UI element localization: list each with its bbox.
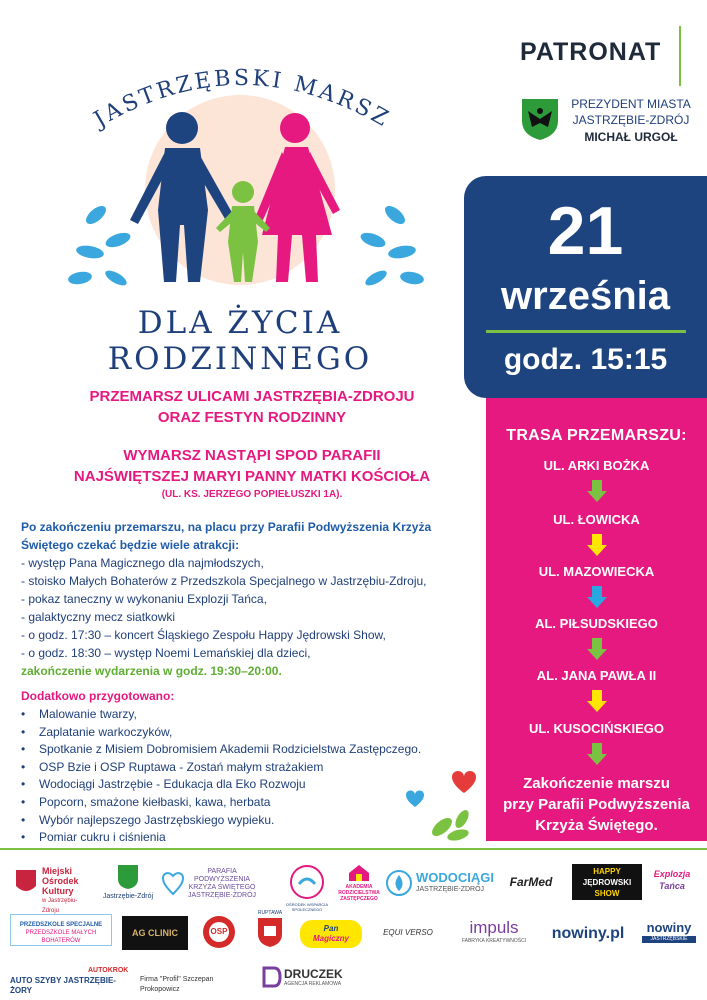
sponsor-text: WODOCIĄGI <box>416 870 494 885</box>
program-text <box>21 518 483 680</box>
druczek-icon <box>262 966 282 988</box>
headline-line: NAJŚWIĘTSZEJ MARYI PANNY MATKI KOŚCIOŁA <box>73 468 431 485</box>
event-time: godz. 15:15 <box>503 343 668 376</box>
program-item: - galaktyczny mecz siatkowki <box>21 610 176 624</box>
route-end-line: Krzyża Świętego. <box>535 817 658 834</box>
arrow-down-icon <box>587 638 607 660</box>
sponsor-ruptawa-logo <box>250 910 290 952</box>
sponsor-autokrok-logo <box>10 966 129 995</box>
sponsor-text: nowiny <box>646 920 692 935</box>
sponsor-text: JĘDROWSKI <box>582 878 632 887</box>
sponsor-happy-logo <box>572 864 642 900</box>
sponsor-text: Pan <box>323 924 339 933</box>
mok-icon <box>14 868 38 896</box>
sponsor-mok-logo <box>14 864 92 914</box>
sponsor-text: PODWYŻSZENIA <box>194 876 251 883</box>
sponsor-text: AKADEMIA <box>345 884 373 890</box>
sponsor-text: RUPTAWA <box>257 910 283 916</box>
sponsor-text: Jastrzębie-Zdrój <box>102 893 154 900</box>
hands-circle-icon <box>289 864 325 900</box>
sponsor-druczek-logo <box>262 964 358 994</box>
leaf-right-icon <box>359 203 425 289</box>
route-stop: UL. MAZOWIECKA <box>538 564 655 579</box>
sponsor-osrodek-logo <box>284 864 330 912</box>
sponsor-text: ZASTĘPCZEGO <box>340 896 378 902</box>
sponsor-profil-logo: Firma "Profil" Szczepan Prokopowicz <box>140 976 214 993</box>
headline-line: PRZEMARSZ ULICAMI JASTRZĘBIA-ZDROJU <box>89 388 415 405</box>
program-item: - o godz. 17:30 – koncert Śląskiego Zespołu Happy Jędrowski Show, <box>21 628 386 642</box>
sponsor-text <box>284 967 343 988</box>
water-drop-icon <box>386 870 412 896</box>
sponsor-wodociagi-logo <box>386 868 494 900</box>
arrow-down-icon <box>587 743 607 765</box>
sponsor-text: Kultury <box>42 886 74 896</box>
sponsor-text: JASTRZĘBIE-ZDRÓJ <box>416 886 485 893</box>
start-address: (UL. KS. JERZEGO POPIEŁUSZKI 1A). <box>161 489 343 500</box>
sponsor-parafia-logo <box>162 866 282 906</box>
program-item: - o godz. 18:30 – występ Noemi Lemańskiej dla dzieci, <box>21 646 311 660</box>
sponsor-text: AUTOKROK <box>88 967 129 974</box>
route-stop: AL. JANA PAWŁA II <box>536 668 657 683</box>
sponsor-city-logo <box>100 864 156 908</box>
patronat-text <box>566 96 696 145</box>
sponsor-text: OŚRODEK WSPARCIA SPOŁECZNEGO <box>285 902 329 912</box>
program-item: - pokaz taneczny w wykonaniu Explozji Tańca, <box>21 592 267 606</box>
arrow-down-icon <box>587 534 607 556</box>
sponsor-text: Tańca <box>659 881 685 891</box>
list-item: • Spotkanie z Misiem Dobromisiem Akademii Rodzicielstwa Zastępczego. <box>21 741 461 759</box>
headline-line: WYMARSZ NASTĄPI SPOD PARAFII <box>123 447 381 464</box>
sponsor-text: Magiczny <box>312 934 349 943</box>
sponsor-osp-logo <box>198 914 240 954</box>
sponsor-text: JASTRZĘBIE-ZDRÓJ <box>188 892 257 899</box>
sponsor-text: AGENCJA REKLAMOWA <box>284 981 342 987</box>
leaf-left-icon <box>67 203 132 289</box>
sponsor-text: Miejski <box>42 866 73 876</box>
sponsor-text <box>416 871 494 894</box>
list-item: • Wybór najlepszego Jastrzębskiego wypieku. <box>21 812 461 830</box>
sponsor-text: w Jastrzębiu-Zdroju <box>42 898 78 914</box>
route-end <box>492 773 701 836</box>
sponsor-text <box>42 866 92 916</box>
event-logo <box>30 20 450 377</box>
sponsor-text: FABRYKA KREATYWNOŚCI <box>461 938 527 944</box>
city-crest-icon <box>117 864 139 890</box>
arrow-down-icon <box>587 690 607 712</box>
date-divider <box>486 330 686 333</box>
sponsor-text: impuls <box>469 918 519 937</box>
sponsor-text: KRZYŻA ŚWIĘTEGO <box>188 884 256 891</box>
sponsor-text <box>336 884 382 902</box>
house-icon <box>347 864 371 882</box>
date-panel <box>464 176 707 398</box>
city-crest-icon <box>520 97 560 141</box>
headline-march <box>20 386 484 428</box>
sponsor-text: PRZEDSZKOLE MAŁYCH BOHATERÓW <box>25 930 97 944</box>
sponsor-panmagiczny-logo <box>300 920 362 948</box>
patronat-divider <box>679 26 681 86</box>
sponsor-nowiny-logo <box>642 920 696 948</box>
sponsor-text: PARAFIA <box>207 868 237 875</box>
event-day: 21 <box>547 193 624 269</box>
extras-heading: Dodatkowo przygotowano: <box>21 689 175 703</box>
sponsor-text: RODZICIELSTWA <box>338 890 380 896</box>
program-intro: Po zakończeniu przemarszu, na placu przy Parafii Podwyższenia Krzyża Świętego czekać będzie wiele atrakcji: <box>21 520 432 552</box>
extras-list <box>21 706 461 847</box>
sponsor-text: DRUCZEK <box>284 967 343 981</box>
sponsor-przedszkole-logo <box>10 914 112 946</box>
program-item: - stoisko Małych Bohaterów z Przedszkola Specjalnego w Jastrzębiu-Zdroju, <box>21 574 427 588</box>
sponsor-impuls-logo <box>454 918 534 948</box>
sponsor-text: SHOW <box>594 889 620 898</box>
arrow-down-icon <box>587 480 607 502</box>
list-item: • Malowanie twarzy, <box>21 706 461 724</box>
headline-line: ORAZ FESTYN RODZINNY <box>157 409 347 426</box>
patronat-heading: PATRONAT <box>520 38 662 66</box>
sponsor-text: OSP <box>210 927 228 936</box>
sponsor-text: JASTRZĘBSKIE <box>642 936 696 943</box>
patronat-line1: PREZYDENT MIASTA <box>571 97 691 111</box>
sponsor-nowiny-pl-logo: nowiny.pl <box>551 925 625 942</box>
list-item: • Popcorn, smażone kiełbaski, kawa, herbata <box>21 794 461 812</box>
patronat-line2: JASTRZĘBIE-ZDRÓJ <box>572 113 690 127</box>
route-panel <box>486 398 707 841</box>
sponsor-agclinic-logo: AG CLINIC <box>122 916 188 950</box>
sponsor-text: AUTO SZYBY JASTRZĘBIE-ŻORY <box>10 976 116 995</box>
headline-start <box>20 445 484 487</box>
sponsor-text: Explozja <box>653 869 691 879</box>
sponsor-explozja-logo <box>648 862 696 902</box>
sponsor-text: Ośrodek <box>42 876 79 886</box>
event-title-arc: JASTRZĘBSKI MARSZ <box>89 65 395 133</box>
sponsor-text: PRZEDSZKOLE SPECJALNE <box>19 922 103 928</box>
route-stop: AL. PIŁSUDSKIEGO <box>535 616 658 631</box>
patronat-name: MICHAŁ URGOŁ <box>584 130 678 144</box>
program-item: - występ Pana Magicznego dla najmłodszych, <box>21 556 264 570</box>
sponsor-farmed-logo: FarMed <box>509 875 553 889</box>
route-end-line: Zakończenie marszu <box>523 775 670 792</box>
arrow-down-icon <box>587 586 607 608</box>
heart-cross-icon <box>162 870 184 896</box>
hearts-decoration-icon <box>400 755 480 845</box>
fire-brigade-shield-icon <box>256 916 284 948</box>
sponsor-text <box>188 868 256 900</box>
route-end-line: przy Parafii Podwyższenia <box>503 796 690 813</box>
sponsor-equiverso-logo: EQUI VERSO <box>383 928 433 937</box>
sponsors-divider <box>0 848 707 850</box>
list-item: • Zaplatanie warkoczyków, <box>21 724 461 742</box>
list-item: • Wodociągi Jastrzębie - Edukacja dla Eko Rozwoju <box>21 776 461 794</box>
route-stop: UL. ŁOWICKA <box>553 512 640 527</box>
sponsor-text: HAPPY <box>593 867 621 876</box>
route-stop: UL. KUSOCIŃSKIEGO <box>528 721 665 736</box>
list-item: • OSP Bzie i OSP Ruptawa - Zostań małym strażakiem <box>21 759 461 777</box>
route-title: TRASA PRZEMARSZU: <box>506 427 687 444</box>
program-end-note: zakończenie wydarzenia w godz. 19:30–20:00. <box>21 664 282 678</box>
sponsor-akademia-logo <box>336 864 382 908</box>
route-stop: UL. ARKI BOŻKA <box>543 458 650 473</box>
event-month: września <box>501 274 670 318</box>
event-title-bottom: DLA ŻYCIA RODZINNEGO <box>107 305 373 377</box>
list-item: • Pomiar cukru i ciśnienia <box>21 829 461 847</box>
